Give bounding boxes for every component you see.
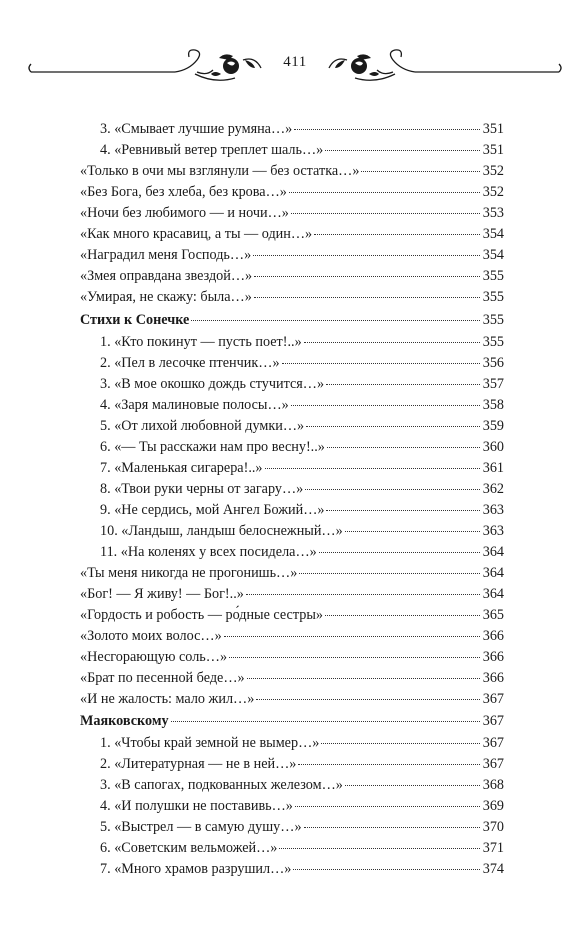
toc-entry xyxy=(100,839,504,857)
toc-entry-page: 374 xyxy=(482,861,504,877)
dot-leader xyxy=(304,826,480,828)
dot-leader xyxy=(224,635,480,637)
dot-leader xyxy=(326,383,480,385)
dot-leader xyxy=(294,128,479,130)
toc-entry-page: 367 xyxy=(482,756,504,772)
toc-entry-page: 367 xyxy=(482,713,504,729)
toc-entry-title: «Ты меня никогда не прогонишь…» xyxy=(80,565,298,581)
dot-leader xyxy=(254,296,480,298)
toc-entry-page: 352 xyxy=(482,184,504,200)
toc-entry-title: 9. «Не сердись, мой Ангел Божий…» xyxy=(100,502,325,518)
toc-entry-page: 351 xyxy=(482,121,504,137)
toc-entry-page: 358 xyxy=(482,397,504,413)
dot-leader xyxy=(299,572,479,574)
toc-entry xyxy=(100,396,504,414)
toc-entry-title: 7. «Много храмов разрушил…» xyxy=(100,861,292,877)
toc-entry xyxy=(80,204,504,222)
toc-entry-page: 364 xyxy=(482,544,504,560)
toc-entry-title: «Ночи без любимого — и ночи…» xyxy=(80,205,289,221)
toc-entry-page: 366 xyxy=(482,628,504,644)
dot-leader xyxy=(321,742,479,744)
toc-entry xyxy=(80,585,504,603)
toc-entry xyxy=(100,375,504,393)
toc-entry-title: «Золото моих волос…» xyxy=(80,628,222,644)
toc-entry-page: 355 xyxy=(482,268,504,284)
toc-entry-page: 363 xyxy=(482,502,504,518)
toc-entry-title: 6. «Советским вельможей…» xyxy=(100,840,278,856)
dot-leader xyxy=(291,212,480,214)
toc-entry-page: 366 xyxy=(482,649,504,665)
toc-entry xyxy=(100,438,504,456)
toc-entry xyxy=(100,818,504,836)
toc-entry-title: Стихи к Сонечке xyxy=(80,312,190,328)
dot-leader xyxy=(361,170,479,172)
page-number: 411 xyxy=(283,54,307,70)
toc-entry xyxy=(80,627,504,645)
toc-entry-title: «Гордость и робость — ро́дные сестры» xyxy=(80,607,323,623)
toc-entry-title: «И не жалость: мало жил…» xyxy=(80,691,255,707)
toc-entry-page: 366 xyxy=(482,670,504,686)
toc-entry-page: 367 xyxy=(482,691,504,707)
toc-entry xyxy=(100,543,504,561)
dot-leader xyxy=(265,467,480,469)
toc-entry xyxy=(80,246,504,264)
toc-entry xyxy=(100,354,504,372)
toc-entry-page: 354 xyxy=(482,226,504,242)
toc-entry-page: 360 xyxy=(482,439,504,455)
toc-entry-page: 367 xyxy=(482,735,504,751)
toc-entry-title: 1. «Кто покинут — пусть поет!..» xyxy=(100,334,302,350)
toc-entry-title: 4. «Ревнивый ветер треплет шаль…» xyxy=(100,142,324,158)
dot-leader xyxy=(253,254,480,256)
toc-entry-page: 355 xyxy=(482,289,504,305)
toc-entry xyxy=(80,669,504,687)
toc-section-heading xyxy=(80,712,504,730)
toc-entry-title: «Брат по песенной беде…» xyxy=(80,670,245,686)
toc-entry-title: 5. «Выстрел — в самую душу…» xyxy=(100,819,302,835)
toc-entry-title: 1. «Чтобы край земной не вымер…» xyxy=(100,735,320,751)
toc-entry xyxy=(80,225,504,243)
dot-leader xyxy=(325,614,480,616)
dot-leader xyxy=(325,149,479,151)
dot-leader xyxy=(229,656,480,658)
toc-entry xyxy=(100,417,504,435)
dot-leader xyxy=(279,847,479,849)
dot-leader xyxy=(247,677,480,679)
toc-entry-title: «Без Бога, без хлеба, без крова…» xyxy=(80,184,287,200)
dot-leader xyxy=(291,404,480,406)
toc-entry-page: 364 xyxy=(482,565,504,581)
toc-entry xyxy=(100,522,504,540)
dot-leader xyxy=(254,275,480,277)
toc-entry xyxy=(80,162,504,180)
dot-leader xyxy=(295,805,480,807)
toc-entry-title: «Как много красавиц, а ты — один…» xyxy=(80,226,313,242)
toc-entry xyxy=(80,288,504,306)
toc-entry-title: 2. «Литературная — не в ней…» xyxy=(100,756,297,772)
toc-entry-title: 3. «В мое окошко дождь стучится…» xyxy=(100,376,325,392)
toc-entry xyxy=(100,459,504,477)
toc-entry-page: 364 xyxy=(482,586,504,602)
toc-entry-title: 8. «Твои руки черны от загару…» xyxy=(100,481,304,497)
toc-entry-page: 357 xyxy=(482,376,504,392)
toc-entry xyxy=(100,755,504,773)
toc-entry xyxy=(100,797,504,815)
toc-entry-page: 365 xyxy=(482,607,504,623)
toc-entry-page: 351 xyxy=(482,142,504,158)
toc-entry xyxy=(80,564,504,582)
toc-entry-title: 2. «Пел в лесочке птенчик…» xyxy=(100,355,280,371)
toc-entry xyxy=(100,776,504,794)
toc-entry-page: 368 xyxy=(482,777,504,793)
toc-entry xyxy=(100,501,504,519)
toc-entry-title: Маяковскому xyxy=(80,713,169,729)
toc-entry xyxy=(100,480,504,498)
toc-entry-page: 356 xyxy=(482,355,504,371)
toc-entry xyxy=(80,606,504,624)
toc-entry-page: 355 xyxy=(482,312,504,328)
toc-entry-title: «Несгорающую соль…» xyxy=(80,649,228,665)
toc-entry xyxy=(100,860,504,878)
dot-leader xyxy=(293,868,479,870)
toc-entry-title: «Только в очи мы взглянули — без остатка…» xyxy=(80,163,360,179)
dot-leader xyxy=(345,784,480,786)
dot-leader xyxy=(327,446,480,448)
toc-entry-page: 369 xyxy=(482,798,504,814)
dot-leader xyxy=(306,425,480,427)
toc-entry xyxy=(80,690,504,708)
dot-leader xyxy=(191,319,479,321)
toc-entry xyxy=(100,734,504,752)
toc-entry xyxy=(80,648,504,666)
toc-entry-title: 4. «И полушки не поставивь…» xyxy=(100,798,293,814)
dot-leader xyxy=(326,509,479,511)
toc-entry-page: 355 xyxy=(482,334,504,350)
dot-leader xyxy=(289,191,480,193)
dot-leader xyxy=(304,341,480,343)
toc-entry-page: 354 xyxy=(482,247,504,263)
toc-entry-title: 4. «Заря малиновые полосы…» xyxy=(100,397,289,413)
dot-leader xyxy=(305,488,479,490)
toc-entry xyxy=(100,141,504,159)
toc-entry xyxy=(100,120,504,138)
toc-entry-page: 363 xyxy=(482,523,504,539)
toc-entry-title: 6. «— Ты расскажи нам про весну!..» xyxy=(100,439,325,455)
toc-entry-title: 11. «На коленях у всех посидела…» xyxy=(100,544,317,560)
toc-entry-title: 3. «В сапогах, подкованных железом…» xyxy=(100,777,343,793)
toc-entry xyxy=(100,333,504,351)
toc-entry-title: «Бог! — Я живу! — Бог!..» xyxy=(80,586,244,602)
dot-leader xyxy=(256,698,479,700)
toc-entry-title: 5. «От лихой любовной думки…» xyxy=(100,418,305,434)
dot-leader xyxy=(319,551,480,553)
dot-leader xyxy=(345,530,480,532)
toc-entry-page: 362 xyxy=(482,481,504,497)
dot-leader xyxy=(314,233,480,235)
dot-leader xyxy=(298,763,479,765)
toc-entry-title: «Умирая, не скажу: была…» xyxy=(80,289,252,305)
toc-entry-title: «Наградил меня Господь…» xyxy=(80,247,252,263)
toc-entry-title: 3. «Смывает лучшие румяна…» xyxy=(100,121,293,137)
toc-entry-page: 361 xyxy=(482,460,504,476)
toc-entry-title: 7. «Маленькая сигарера!..» xyxy=(100,460,263,476)
toc-entry-page: 370 xyxy=(482,819,504,835)
toc-section-heading xyxy=(80,311,504,329)
toc-entry-page: 352 xyxy=(482,163,504,179)
toc-entry-title: 10. «Ландыш, ландыш белоснежный…» xyxy=(100,523,343,539)
dot-leader xyxy=(282,362,480,364)
toc-entry-page: 353 xyxy=(482,205,504,221)
toc-entry xyxy=(80,267,504,285)
toc-entry-page: 371 xyxy=(482,840,504,856)
dot-leader xyxy=(246,593,480,595)
toc-entry-title: «Змея оправдана звездой…» xyxy=(80,268,253,284)
toc-entry xyxy=(80,183,504,201)
toc-entry-page: 359 xyxy=(482,418,504,434)
dot-leader xyxy=(171,720,480,722)
page-header xyxy=(25,46,565,86)
